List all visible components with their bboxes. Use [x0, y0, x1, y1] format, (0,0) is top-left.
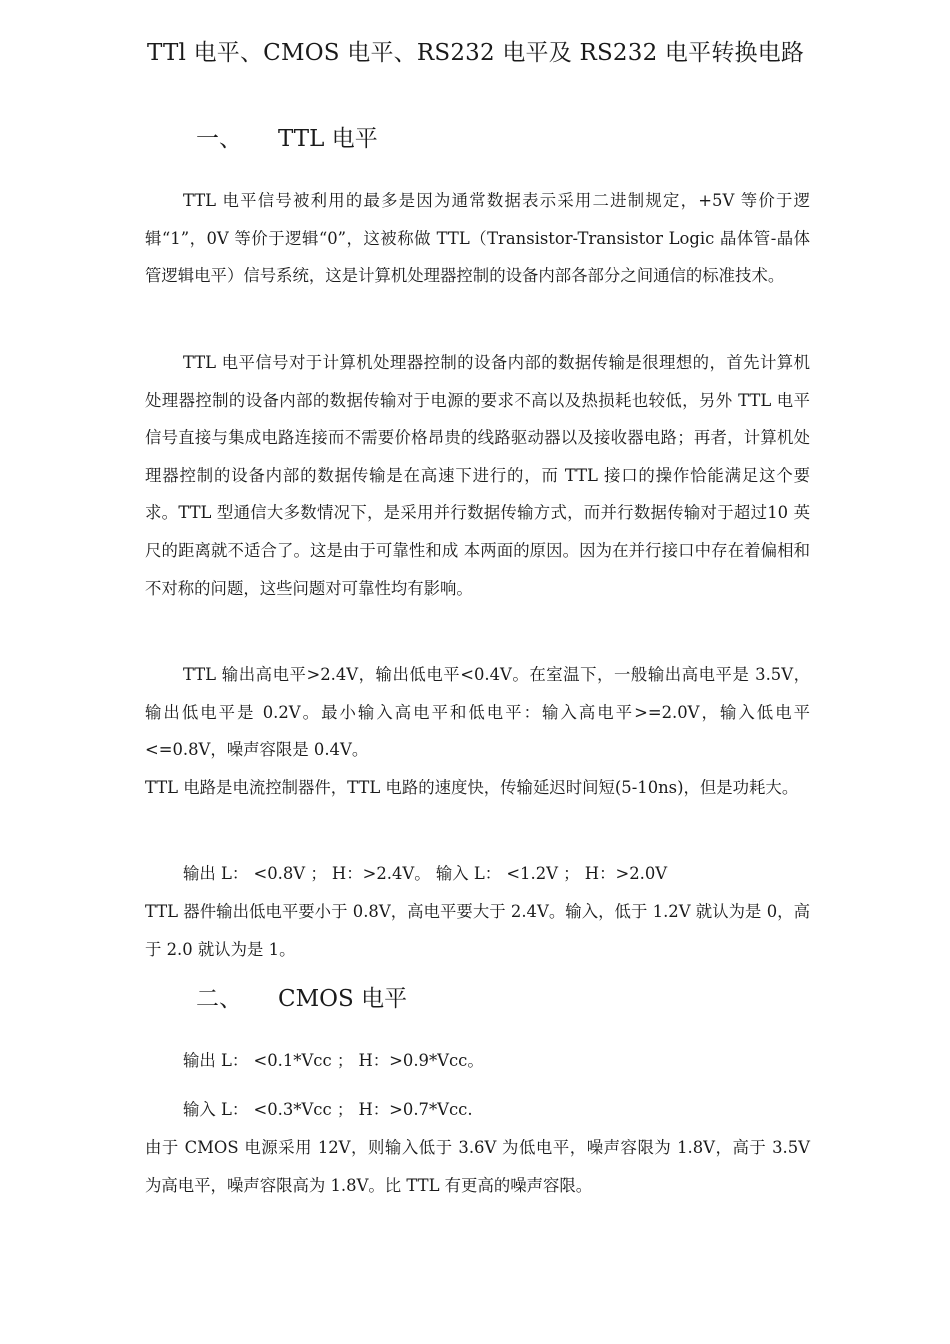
section-heading-ttl — [196, 124, 378, 154]
paragraph-ttl-intro: TTL 电平信号被利用的最多是因为通常数据表示采用二进制规定，+5V 等价于逻辑“1”，0V 等价于逻辑“0”，这被称做 TTL（Transistor-Transistor Logic 晶体管-晶体管逻辑电平）信号系统，这是计算机处理器控制的设备内部各部分之间通信的标准技术。 — [145, 191, 810, 286]
paragraph-ttl-advantages: TTL 电平信号对于计算机处理器控制的设备内部的数据传输是很理想的，首先计算机处理器控制的设备内部的数据传输对于电源的要求不高以及热损耗也较低，另外 TTL 电平信号直接与集成电路连接而不需要价格昂贵的线路驱动器以及接收器电路；再者，计算机处理器控制的设备内部的数据传输是在高速下进行的，而 TTL 接口的操作恰能满足这个要求。TTL 型通信大多数情况下，是采用并行数据传输方式，而并行数据传输对于超过10 英尺的距离就不适合了。这是由于可靠性和成 本两面的原因。因为在并行接口中存在着偏相和不对称的问题，这些问题对可靠性均有影响。 — [145, 353, 810, 598]
paragraph-ttl-io-thresholds: 输出 L： <0.8V ； H：>2.4V。 输入 L： <1.2V ； H：>2.0V — [183, 864, 668, 883]
paragraph-cmos-input: 输入 L： <0.3*Vcc ； H：>0.7*Vcc. — [183, 1100, 473, 1119]
paragraph-cmos-output: 输出 L： <0.1*Vcc ； H：>0.9*Vcc。 — [183, 1051, 484, 1070]
section-number: 二、 — [196, 986, 242, 1012]
paragraph-ttl-speed: TTL 电路是电流控制器件，TTL 电路的速度快，传输延迟时间短(5-10ns)，但是功耗大。 — [145, 778, 799, 797]
paragraph-ttl-levels: TTL 输出高电平>2.4V，输出低电平<0.4V。在室温下，一般输出高电平是 3.5V，输出低电平是 0.2V。最小输入高电平和低电平：输入高电平>=2.0V，输入低电平<=0.8V，噪声容限是 0.4V。 — [145, 665, 810, 760]
section-number: 一、 — [196, 126, 242, 152]
paragraph-ttl-device-thresholds: TTL 器件输出低电平要小于 0.8V，高电平要大于 2.4V。输入，低于 1.2V 就认为是 0，高于 2.0 就认为是 1。 — [145, 902, 810, 959]
paragraph-cmos-noise-margin: 由于 CMOS 电源采用 12V，则输入低于 3.6V 为低电平，噪声容限为 1.8V，高于 3.5V 为高电平，噪声容限高为 1.8V。比 TTL 有更高的噪声容限。 — [145, 1138, 810, 1195]
section-title: CMOS 电平 — [278, 986, 408, 1012]
section-heading-cmos — [196, 984, 407, 1014]
section-title: TTL 电平 — [278, 126, 378, 152]
document-title: TTl 电平、CMOS 电平、RS232 电平及 RS232 电平转换电路 — [147, 40, 805, 66]
